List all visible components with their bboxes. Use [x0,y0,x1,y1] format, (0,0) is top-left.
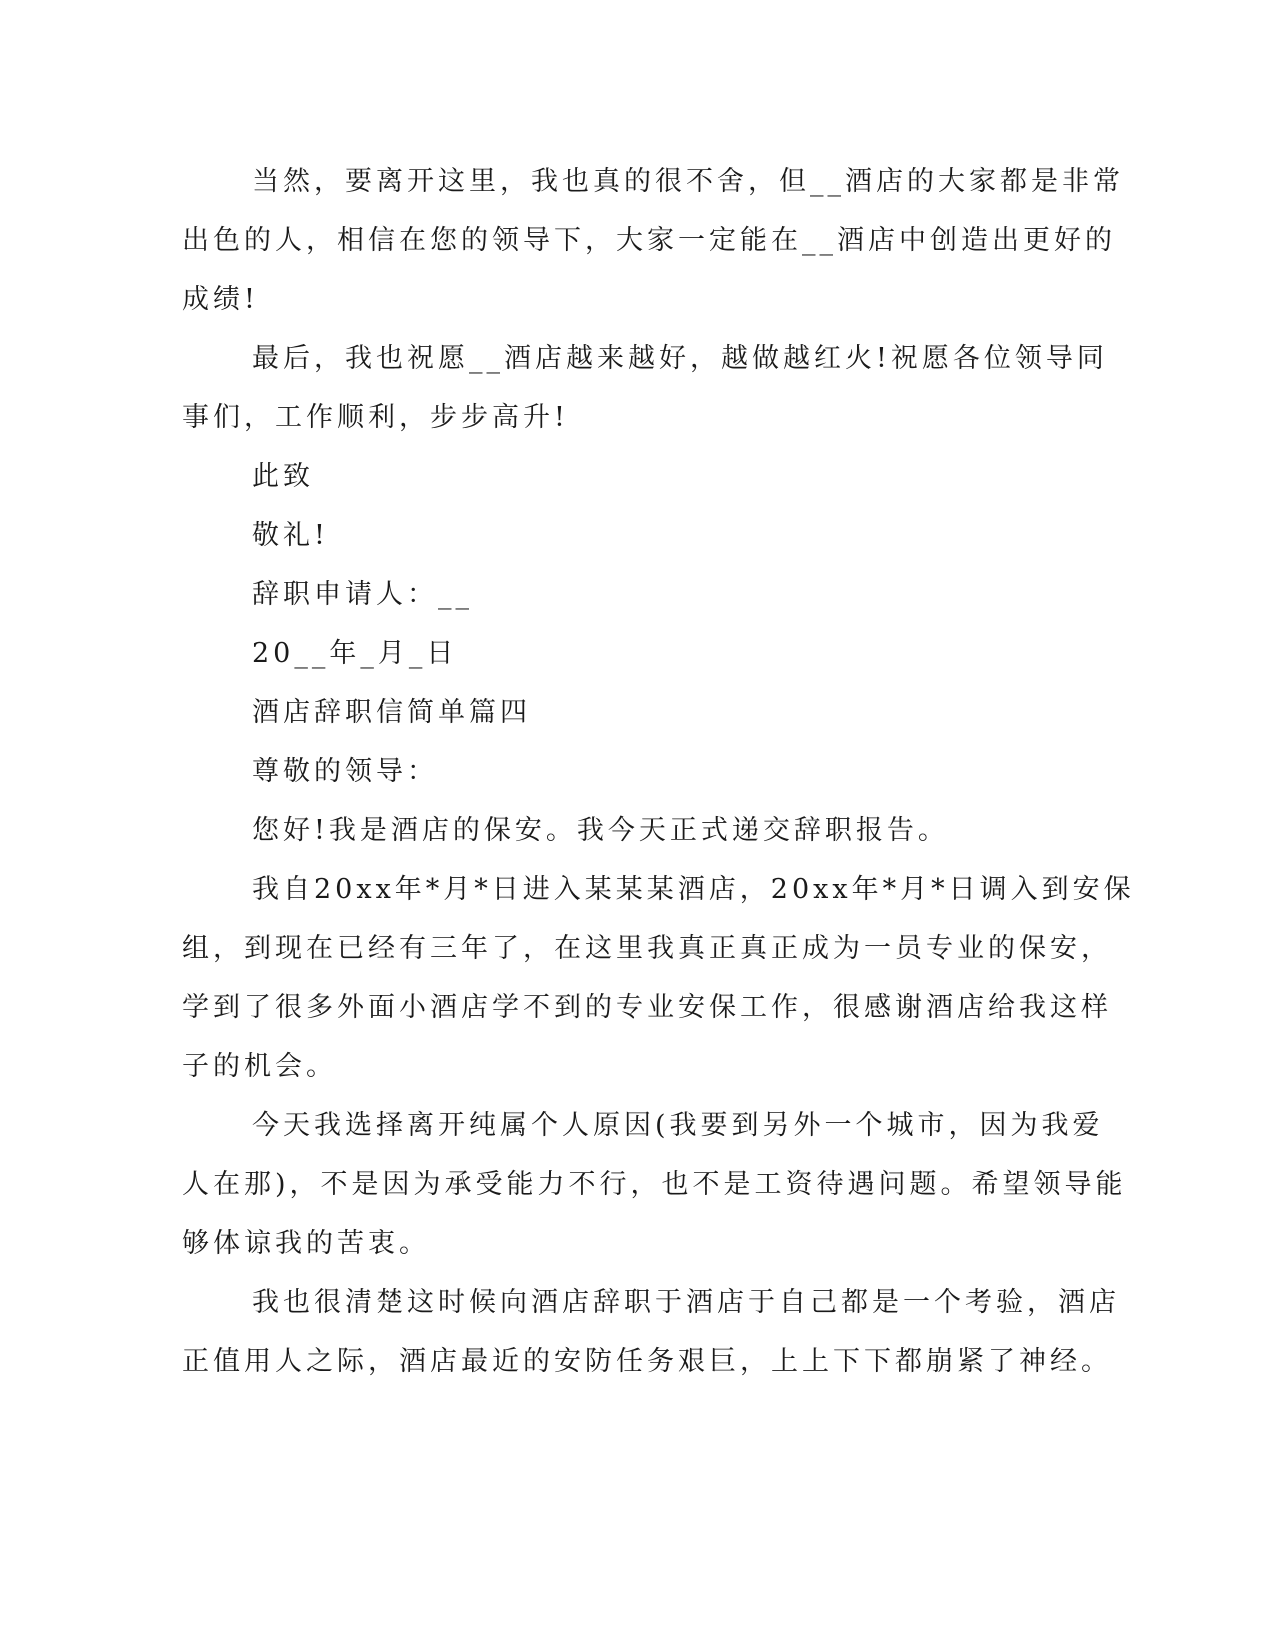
paragraph-line: 子的机会。 [182,1051,337,1082]
paragraph-line: 够体谅我的苦衷。 [182,1228,430,1259]
paragraph-line: 组，到现在已经有三年了，在这里我真正真正成为一员专业的保安， [182,933,1112,964]
document-body [182,152,1135,1391]
paragraph-line: 学到了很多外面小酒店学不到的专业安保工作，很感谢酒店给我这样 [182,992,1112,1023]
paragraph-line: 正值用人之际，酒店最近的安防任务艰巨，上上下下都崩紧了神经。 [182,1346,1112,1377]
closing-regards: 敬礼! [252,520,329,551]
date-line: 20__年_月_日 [252,638,458,669]
closing-salutation: 此致 [252,461,314,492]
paragraph-line: 出色的人，相信在您的领导下，大家一定能在__酒店中创造出更好的 [182,225,1116,256]
paragraph-line: 人在那)，不是因为承受能力不行，也不是工资待遇问题。希望领导能 [182,1169,1127,1200]
paragraph-line: 成绩! [182,284,259,315]
paragraph-line: 当然，要离开这里，我也真的很不舍，但__酒店的大家都是非常 [252,166,1124,197]
signature-line: 辞职申请人：__ [252,579,473,610]
paragraph-line: 我也很清楚这时候向酒店辞职于酒店于自己都是一个考验，酒店 [252,1287,1120,1318]
paragraph-line: 您好!我是酒店的保安。我今天正式递交辞职报告。 [252,815,949,846]
paragraph-line: 事们，工作顺利，步步高升! [182,402,569,433]
greeting: 尊敬的领导： [252,756,438,787]
section-title: 酒店辞职信简单篇四 [252,697,531,728]
paragraph-line: 最后，我也祝愿__酒店越来越好，越做越红火!祝愿各位领导同 [252,343,1108,374]
paragraph-line: 今天我选择离开纯属个人原因(我要到另外一个城市，因为我爱 [252,1110,1104,1141]
paragraph-line: 我自20xx年*月*日进入某某某酒店，20xx年*月*日调入到安保 [252,874,1135,905]
